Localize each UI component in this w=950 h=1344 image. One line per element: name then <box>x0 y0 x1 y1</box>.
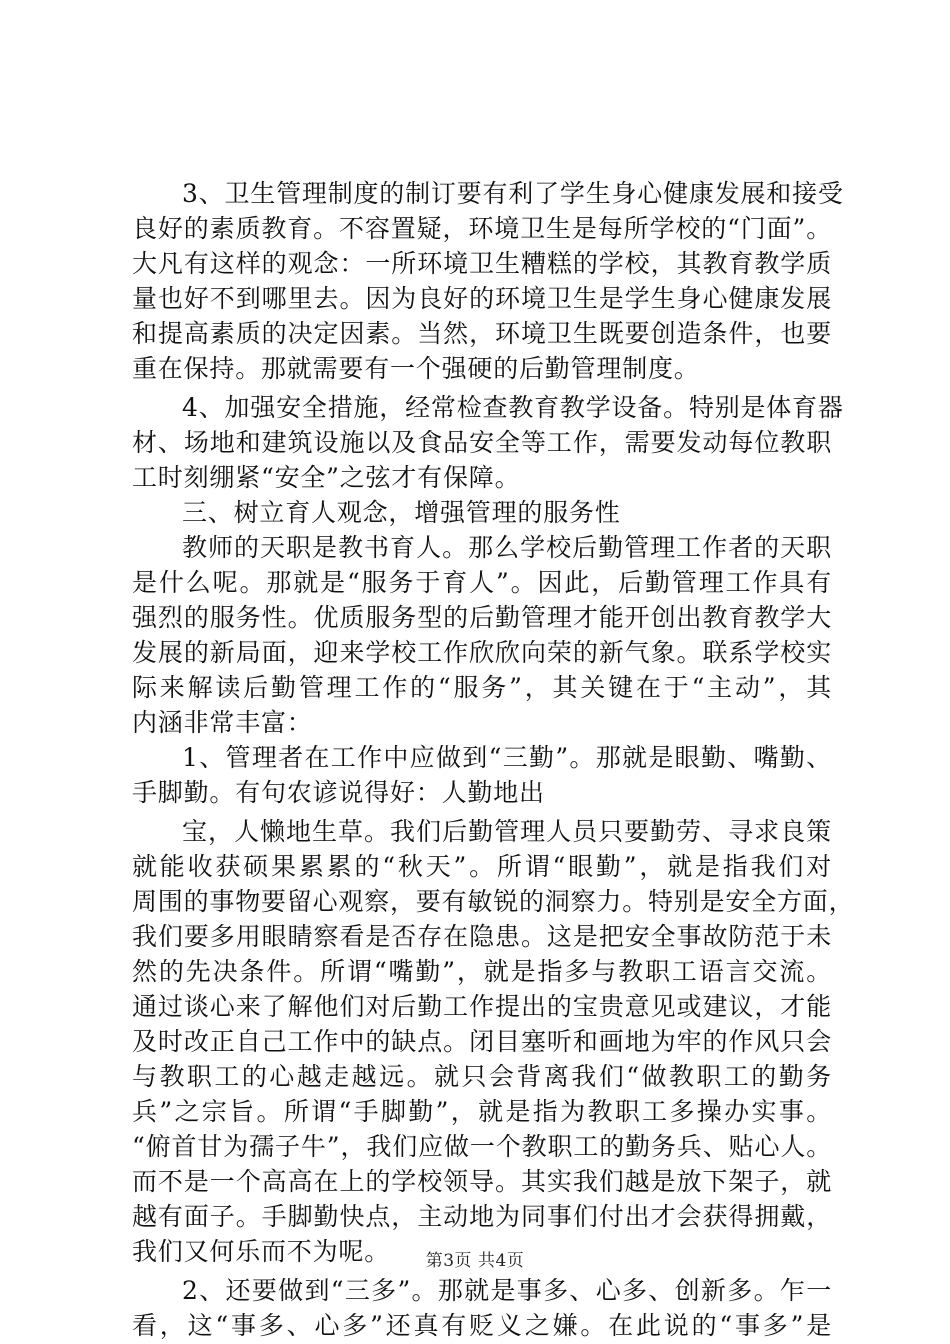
text-line: 3、卫生管理制度的制订要有利了学生身心健康发展和接受 <box>182 179 844 208</box>
text-line: 大凡有这样的观念：一所环境卫生糟糕的学校，其教育教学质 <box>132 249 832 278</box>
paragraph-5 <box>132 814 855 1269</box>
text-line: 材、场地和建筑设施以及食品安全等工作，需要发动每位教职 <box>132 428 832 457</box>
paragraph-4 <box>132 740 832 810</box>
text-line: 与教职工的心越走越远。就只会背离我们“做教职工的勤务 <box>132 1062 832 1091</box>
text-line: 4、加强安全措施，经常检查教育教学设备。特别是体育器 <box>182 393 844 422</box>
text-line: 而不是一个高高在上的学校领导。其实我们越是放下架子，就 <box>132 1167 832 1196</box>
text-line: 工时刻绷紧“安全”之弦才有保障。 <box>132 463 521 492</box>
text-line: 发展的新局面，迎来学校工作欣欣向荣的新气象。联系学校实 <box>132 638 832 667</box>
text-line: 2、还要做到“三多”。那就是事多、心多、创新多。乍一 <box>182 1276 832 1305</box>
text-line: 际来解读后勤管理工作的“服务”，其关键在于“主动”，其 <box>132 673 832 702</box>
text-line: 内涵非常丰富： <box>132 708 313 737</box>
section-heading-text: 三、树立育人观念，增强管理的服务性 <box>182 498 621 527</box>
text-line: 及时改正自己工作中的缺点。闭目塞听和画地为牢的作风只会 <box>132 1027 832 1056</box>
text-line: 量也好不到哪里去。因为良好的环境卫生是学生身心健康发展 <box>132 284 832 313</box>
page-number-label: 第3页 共4页 <box>425 1251 525 1271</box>
text-line: 宝，人懒地生草。我们后勤管理人员只要勤劳、寻求良策 <box>182 817 832 846</box>
text-line: 就能收获硕果累累的“秋天”。所谓“眼勤”，就是指我们对 <box>132 852 832 881</box>
text-line: 兵”之宗旨。所谓“手脚勤”，就是指为教职工多操办实事。 <box>132 1097 832 1126</box>
text-line: 周围的事物要留心观察，要有敏锐的洞察力。特别是安全方面， <box>132 887 855 916</box>
text-line: 然的先决条件。所谓“嘴勤”，就是指多与教职工语言交流。 <box>132 957 832 986</box>
paragraph-6 <box>132 1273 832 1343</box>
text-line: 看，这“事多、心多”还真有贬义之嫌。在此说的“事多”是 <box>132 1311 832 1340</box>
text-line: 和提高素质的决定因素。当然，环境卫生既要创造条件，也要 <box>132 319 832 348</box>
text-line: 良好的素质教育。不容置疑，环境卫生是每所学校的“门面”。 <box>132 214 832 243</box>
text-line: 是什么呢。那就是“服务于育人”。因此，后勤管理工作具有 <box>132 568 832 597</box>
text-line: 我们又何乐而不为呢。 <box>132 1237 391 1266</box>
paragraph-1 <box>132 176 844 386</box>
paragraph-3 <box>132 530 832 740</box>
text-line: 我们要多用眼睛察看是否存在隐患。这是把安全事故防范于未 <box>132 922 832 951</box>
text-line: 重在保持。那就需要有一个强硬的后勤管理制度。 <box>132 354 700 383</box>
section-heading <box>132 495 832 530</box>
text-line: 手脚勤。有句农谚说得好：人勤地出 <box>132 778 545 807</box>
text-line: 强烈的服务性。优质服务型的后勤管理才能开创出教育教学大 <box>132 603 832 632</box>
text-line: 越有面子。手脚勤快点，主动地为同事们付出才会获得拥戴， <box>132 1202 832 1231</box>
text-line: 教师的天职是教书育人。那么学校后勤管理工作者的天职 <box>182 533 832 562</box>
page-footer <box>0 1246 950 1271</box>
text-line: “俯首甘为孺子牛”，我们应做一个教职工的勤务兵、贴心人。 <box>132 1132 832 1161</box>
paragraph-2 <box>132 390 844 495</box>
text-line: 1、管理者在工作中应做到“三勤”。那就是眼勤、嘴勤、 <box>182 743 832 772</box>
body-text <box>132 176 855 1343</box>
text-line: 通过谈心来了解他们对后勤工作提出的宝贵意见或建议，才能 <box>132 992 832 1021</box>
